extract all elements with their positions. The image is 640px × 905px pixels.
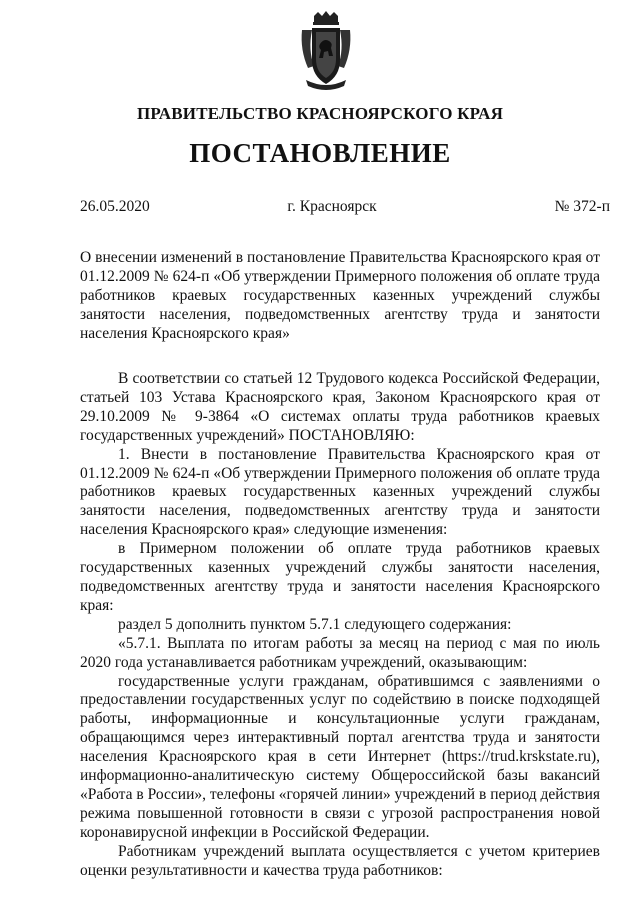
preamble-paragraph: В соответствии со статьей 12 Трудового кодекса Российской Федерации, статьей 103 Устава Красноярского края, Законом Красноярского края от 29.10.2009 № 9-3864 «О системах оплаты труда работников краевых государственных учреждений» ПОСТАНОВЛЯЮ: [80,370,600,444]
government-title: ПРАВИТЕЛЬСТВО КРАСНОЯРСКОГО КРАЯ [136,104,504,123]
item-1-paragraph: 1. Внести в постановление Правительства Красноярского края от 01.12.2009 № 624-п «Об утверждении Примерного положения об оплате труда работников краевых государственных казенных учреждений службы занятости населения, подведомственных агентству труда и занятости населения Красноярского края» следующие изменения: [80,445,600,539]
document-body [80,370,600,880]
document-type-heading: ПОСТАНОВЛЕНИЕ [189,138,451,168]
coat-of-arms-icon [298,10,354,92]
body-paragraph: Работникам учреждений выплата осуществляется с учетом критериев оценки результативности и качества труда работников: [80,842,600,879]
document-city: г. Красноярск [287,198,377,215]
body-paragraph: государственные услуги гражданам, обратившимся с заявлениями о предоставлении государственных услуг по содействию в поиске подходящей работы, информационные и консультационные услуги гражданам, обращающимся через интерактивный портал агентства труда и занятости населения Красноярского края в сети Интернет (https://trud.krskstate.ru), информационно-аналитическую систему Общероссийской базы вакансий «Работа в России», телефоны «горячей линии» учреждений в период действия режима повышенной готовности в связи с угрозой распространения новой коронавирусной инфекции в Российской Федерации. [80,672,600,841]
document-number: № 372-п [554,198,610,215]
document-date: 26.05.2020 [80,198,150,215]
body-paragraph: «5.7.1. Выплата по итогам работы за месяц на период с мая по июль 2020 года устанавливается работникам учреждений, оказывающим: [80,634,600,671]
document-subject: О внесении изменений в постановление Правительства Красноярского края от 01.12.2009 № 624-п «Об утверждении Примерного положения об оплате труда работников краевых государственных казенных учреждений службы занятости населения, подведомственных агентству труда и занятости населения Красноярского края» [80,249,600,342]
body-paragraph: в Примерном положении об оплате труда работников краевых государственных казенных учреждений службы занятости населения, подведомственных агентству труда и занятости населения Красноярского края: [80,540,600,614]
body-paragraph: раздел 5 дополнить пунктом 5.7.1 следующего содержания: [118,615,512,633]
